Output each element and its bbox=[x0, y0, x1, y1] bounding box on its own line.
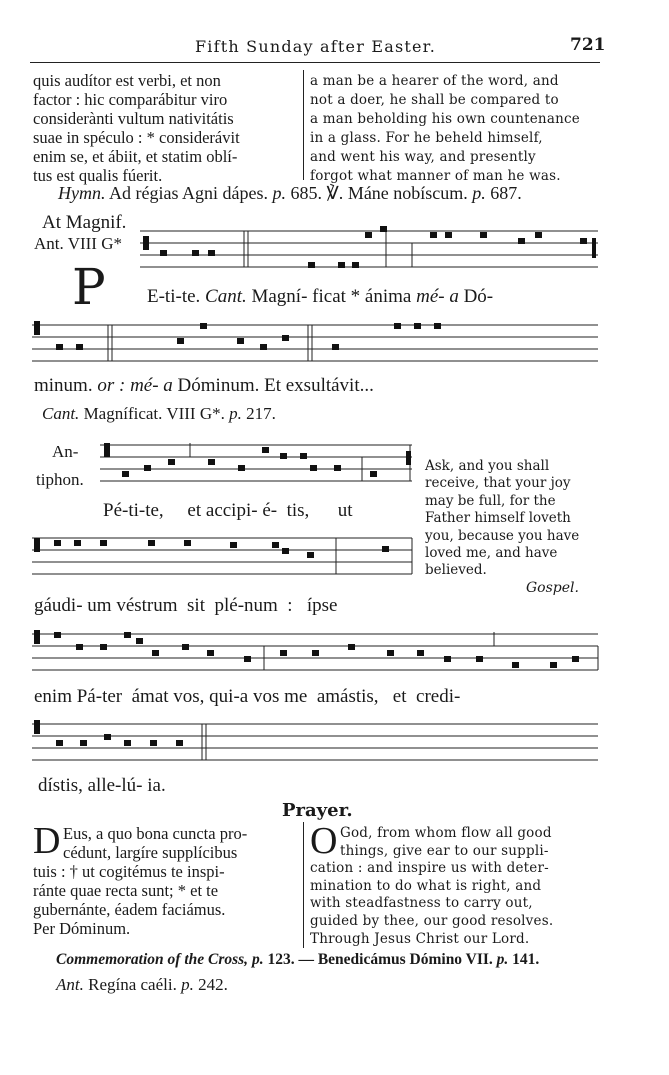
chant-staff-2 bbox=[32, 315, 600, 371]
english-line: things, give ear to our suppli- bbox=[340, 842, 549, 859]
running-header-title: Fifth Sunday after Easter. bbox=[195, 37, 437, 56]
lyric-text: Dóminum. Et exsultávit... bbox=[177, 375, 374, 396]
translation-line: Ask, and you shall bbox=[425, 458, 550, 474]
latin-line: cédunt, largíre supplícibus bbox=[63, 843, 238, 862]
page-ref-number: 123. bbox=[267, 951, 295, 968]
english-line: in a glass. For he beheld himself, bbox=[310, 130, 543, 146]
commemoration-line bbox=[56, 951, 539, 969]
antiphon-lyric-2: gáudi- um véstrum sit plé-num : ípse bbox=[34, 595, 338, 616]
prayer-heading: Prayer. bbox=[282, 800, 353, 821]
translation-line: you, because you have bbox=[425, 527, 580, 544]
english-line: a man be a hearer of the word, and bbox=[310, 73, 559, 89]
prayer-english-initial: O bbox=[310, 820, 338, 862]
lyric-text: mé- a bbox=[416, 286, 459, 307]
column-divider bbox=[303, 822, 304, 948]
page-ref-p: p. bbox=[181, 975, 194, 994]
chant-staff-1 bbox=[140, 222, 600, 280]
antiphon-lyric-1: Pé-ti-te, et accipi- é- tis, ut bbox=[103, 500, 353, 521]
lyric-text: Magní- ficat * ánima bbox=[251, 286, 412, 307]
latin-line: considerànti vultum nativitátis bbox=[33, 109, 234, 128]
header-rule bbox=[30, 62, 600, 63]
lyric-text: Cant. bbox=[205, 286, 247, 307]
latin-line: gubernánte, éadem faciámus. bbox=[33, 900, 226, 919]
hymn-line bbox=[58, 183, 522, 204]
translation-line: believed. bbox=[425, 562, 487, 579]
english-line: cation : and inspire us with deter- bbox=[310, 860, 549, 877]
chant-staff-4 bbox=[32, 526, 418, 584]
english-line: mination to do what is right, and bbox=[310, 877, 542, 894]
gospel-reference: Gospel. bbox=[526, 580, 579, 596]
latin-line: Eus, a quo bona cuncta pro- bbox=[63, 824, 248, 843]
lyric-text: minum. bbox=[34, 375, 93, 396]
antiphon-lyric-3: enim Pá-ter ámat vos, qui-a vos me amástis, et credi- bbox=[34, 686, 461, 707]
magnif-label: At Magnif. bbox=[42, 212, 127, 233]
english-line: a man beholding his own countenance bbox=[310, 111, 580, 127]
translation-line: loved me, and have bbox=[425, 545, 558, 562]
latin-line: ránte quae recta sunt; * et te bbox=[33, 881, 219, 900]
latin-line: quis audítor est verbi, et non bbox=[33, 71, 221, 90]
page-ref-p: p. bbox=[251, 951, 264, 968]
page-ref-number: 217. bbox=[246, 404, 276, 423]
column-divider bbox=[303, 70, 304, 180]
lyric-text: Dó- bbox=[463, 286, 494, 307]
latin-line: suae in spéculo : * considerávit bbox=[33, 128, 240, 147]
cant-label: Cant. bbox=[42, 404, 80, 423]
benedicamus-text: — Benedicámus Dómino VII. bbox=[298, 951, 493, 968]
page-ref-p: p. bbox=[496, 951, 509, 968]
prayer-english-column bbox=[310, 825, 553, 948]
antiphon-label-2: tiphon. bbox=[36, 470, 84, 489]
english-line: with steadfastness to carry out, bbox=[310, 895, 533, 912]
page-ref-number: 141. bbox=[512, 951, 540, 968]
antiphon-reference-line bbox=[56, 975, 228, 995]
chant-staff-6 bbox=[32, 712, 600, 770]
top-english-column bbox=[310, 72, 580, 186]
versicle-symbol: ℣. bbox=[326, 183, 344, 203]
lyric-line-1 bbox=[147, 286, 493, 308]
prayer-latin-column bbox=[33, 820, 248, 938]
latin-line: Per Dóminum. bbox=[33, 919, 131, 938]
page-ref-p: p. bbox=[272, 183, 286, 203]
english-line: Through Jesus Christ our Lord. bbox=[310, 930, 530, 947]
initial-letter-P: P bbox=[72, 258, 106, 316]
english-line: guided by thee, our good resolves. bbox=[310, 912, 554, 929]
antiphon-lyric-4: dístis, alle-lú- ia. bbox=[38, 775, 166, 796]
cant-text: Magníficat. VIII G*. bbox=[83, 404, 225, 423]
chant-staff-5 bbox=[32, 622, 600, 680]
page-ref-p: p. bbox=[472, 183, 486, 203]
antiphon-label-1: An- bbox=[52, 442, 79, 461]
ant-label: Ant. bbox=[56, 975, 84, 994]
english-line: and went his way, and presently bbox=[310, 149, 536, 165]
lyric-line-2 bbox=[34, 375, 374, 397]
page-number: 721 bbox=[570, 35, 606, 55]
page-ref-number: 685. bbox=[290, 183, 322, 203]
canticle-reference bbox=[42, 404, 276, 424]
translation-line: Father himself loveth bbox=[425, 510, 571, 527]
hymn-text: Ad régias Agni dápes. bbox=[109, 183, 268, 203]
page-ref-number: 687. bbox=[490, 183, 522, 203]
prayer-latin-initial: D bbox=[33, 820, 61, 862]
translation-line: receive, that your joy bbox=[425, 475, 571, 492]
ant-text: Regína caéli. bbox=[88, 975, 177, 994]
page-ref-number: 242. bbox=[198, 975, 228, 994]
english-line: not a doer, he shall be compared to bbox=[310, 92, 559, 108]
latin-line: factor : hic comparábitur viro bbox=[33, 90, 228, 109]
translation-line: may be full, for the bbox=[425, 492, 556, 509]
latin-line: enim se, et ábiit, et statim oblí- bbox=[33, 147, 238, 166]
antiphon-translation bbox=[425, 458, 579, 580]
top-latin-column bbox=[33, 71, 240, 185]
hymn-label: Hymn. bbox=[58, 183, 106, 203]
versicle-text: Máne nobíscum. bbox=[347, 183, 468, 203]
lyric-text: E-ti-te. bbox=[147, 286, 201, 307]
chant-staff-3 bbox=[100, 437, 418, 493]
latin-line: tuis : † ut cogitémus te inspi- bbox=[33, 862, 225, 881]
page-ref-p: p. bbox=[229, 404, 242, 423]
antiphon-mode-label: Ant. VIII G* bbox=[34, 234, 122, 253]
english-line: forgot what manner of man he was. bbox=[310, 168, 561, 184]
english-line: God, from whom flow all good bbox=[340, 825, 552, 841]
latin-line: tus est qualis fúerit. bbox=[33, 166, 163, 185]
lyric-text: or : mé- a bbox=[97, 375, 173, 396]
commemoration-text: Commemoration of the Cross, bbox=[56, 951, 249, 968]
